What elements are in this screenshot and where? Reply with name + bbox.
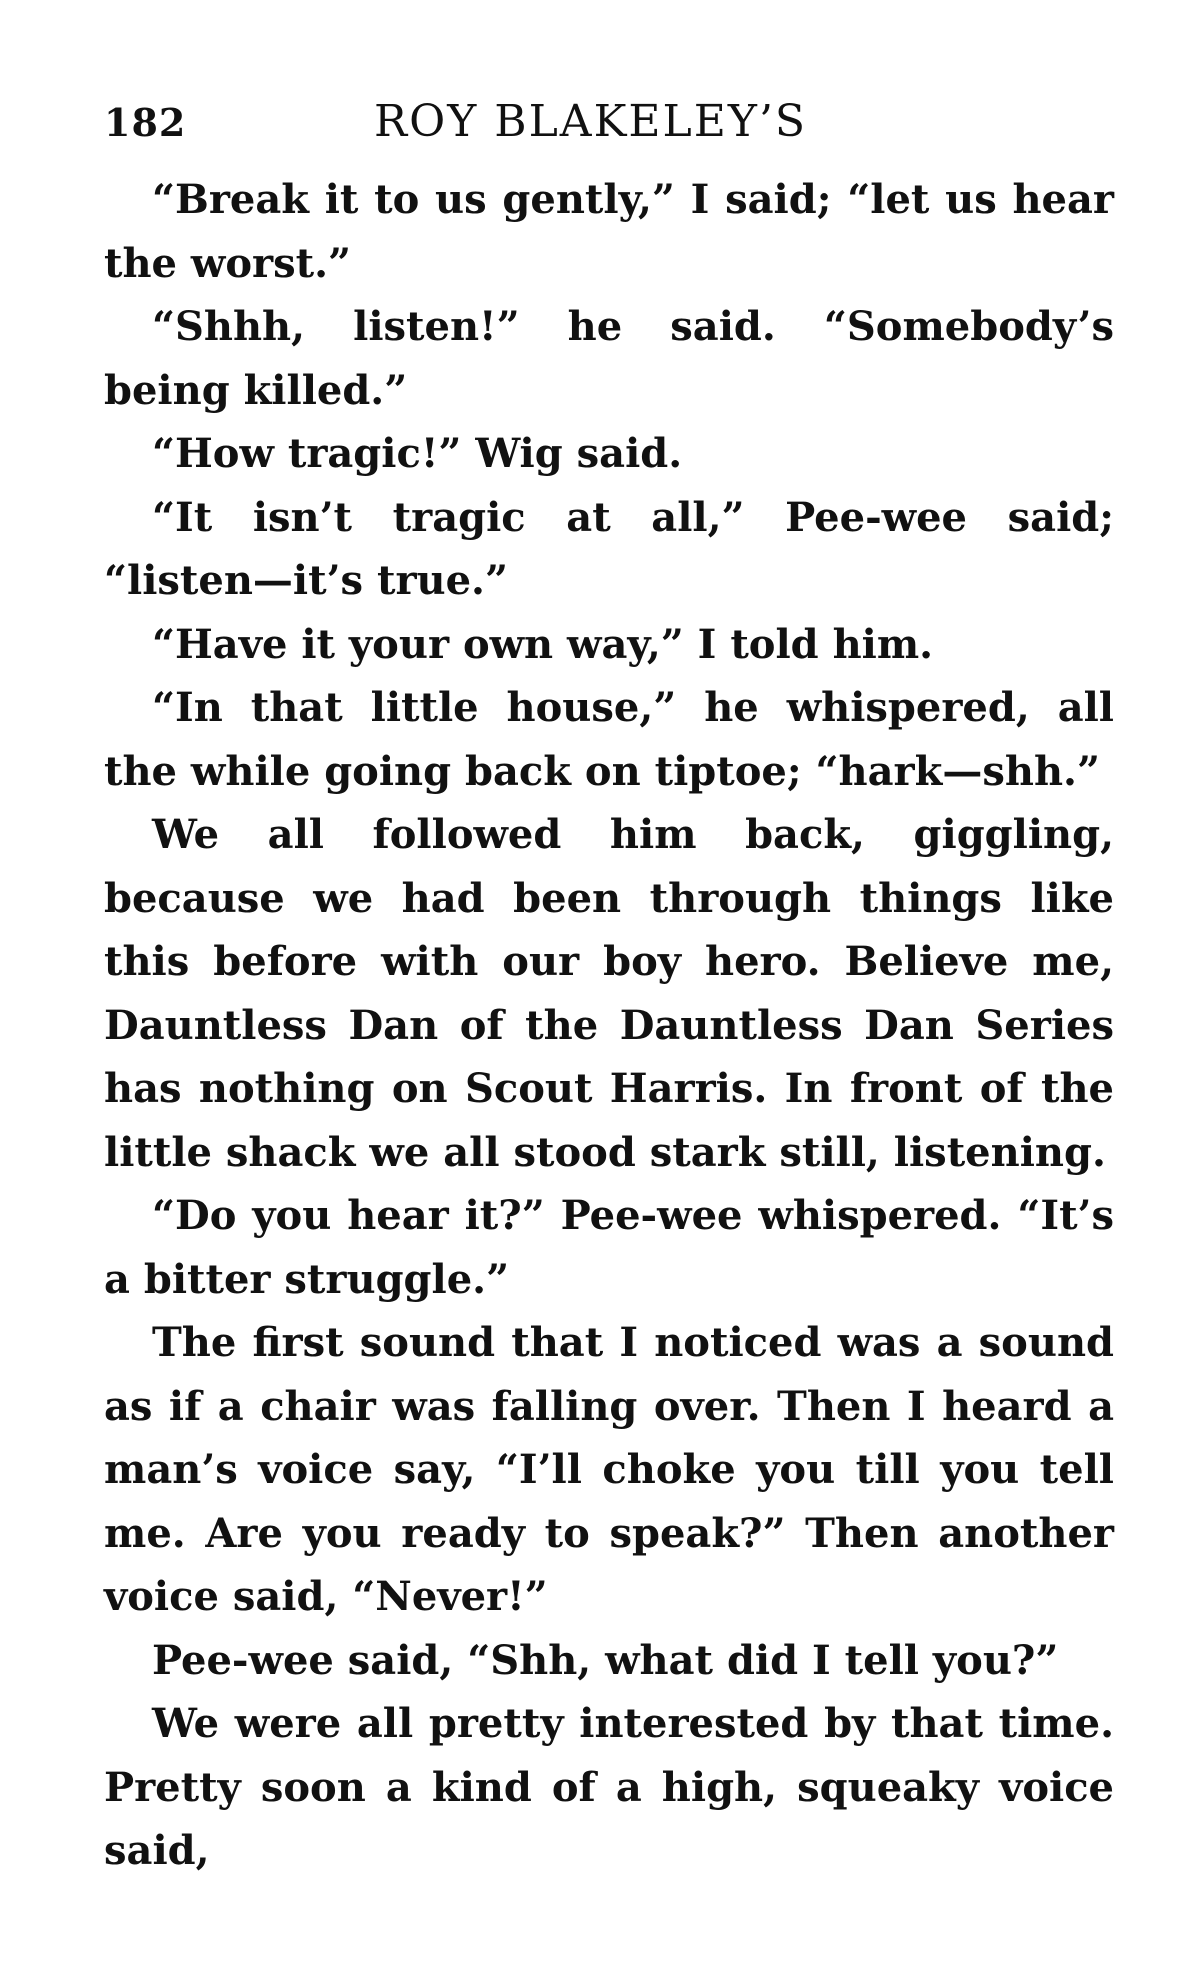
paragraph: We all followed him back, giggling, because we had been through things like this before with our boy hero. Believe me, Dauntless Dan of the Dauntless Dan Series has nothing on Scout Harris. In front of the little shack we all stood stark still, listening. bbox=[104, 811, 1114, 1176]
paragraph: We were all pretty interested by that time. Pretty soon a kind of a high, squeaky voice said, bbox=[104, 1700, 1114, 1874]
paragraph: The first sound that I noticed was a sound as if a chair was falling over. Then I heard a man’s voice say, “I’ll choke you till you tell me. Are you ready to speak?” Then another voice said, “Never!” bbox=[104, 1319, 1114, 1620]
paragraph: “In that little house,” he whispered, all the while going back on tiptoe; “hark—shh.” bbox=[104, 684, 1114, 795]
running-head bbox=[104, 96, 1114, 152]
paragraph: “How tragic!” Wig said. bbox=[152, 430, 683, 477]
paragraph: “It isn’t tragic at all,” Pee-wee said; “listen—it’s true.” bbox=[104, 493, 1114, 604]
paragraph: “Do you hear it?” Pee-wee whispered. “It’s a bitter struggle.” bbox=[104, 1192, 1114, 1303]
running-title: ROY BLAKELEY’S bbox=[374, 96, 808, 147]
paragraph: “Break it to us gently,” I said; “let us hear the worst.” bbox=[104, 176, 1114, 287]
paragraph: “Have it your own way,” I told him. bbox=[152, 620, 934, 668]
paragraph: Pee-wee said, “Shh, what did I tell you?” bbox=[152, 1636, 1059, 1684]
page-number: 182 bbox=[104, 100, 187, 145]
body-text bbox=[104, 168, 1114, 1883]
paragraph: “Shhh, listen!” he said. “Somebody’s being killed.” bbox=[104, 303, 1114, 414]
